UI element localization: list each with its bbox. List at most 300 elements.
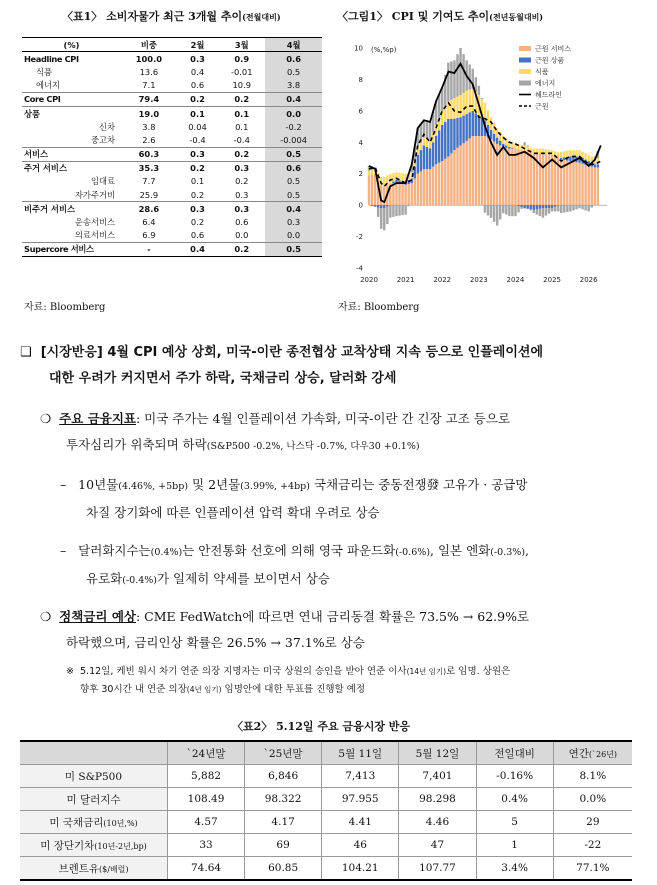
- table1-row-label: 식품: [36, 66, 53, 77]
- x-tick-label: 2021: [396, 276, 415, 284]
- table1-row-label: 자가주거비: [22, 188, 121, 202]
- table1-cell: 0.6: [265, 52, 322, 66]
- table1-row: [22, 188, 322, 202]
- bar-segment-energy: [447, 63, 449, 102]
- table1-header-cell: (%): [22, 38, 121, 52]
- bar-segment-food: [459, 95, 461, 117]
- bar-segment-core-goods: [545, 205, 547, 208]
- bar-segment-energy: [499, 205, 501, 219]
- bar-segment-core-services: [502, 147, 504, 205]
- bar-segment-energy: [526, 145, 528, 146]
- table2-row-unit: ($/배럴): [99, 864, 129, 874]
- table1-row-label: 임대료: [90, 176, 115, 187]
- table2-title: 〈표2〉 5.12일 주요 금융시장 반응: [232, 720, 411, 733]
- table1-row-label: 주거 서비스: [24, 163, 67, 174]
- bar-segment-core-services: [401, 184, 403, 205]
- bar-segment-core-goods: [438, 130, 440, 162]
- bar-segment-energy: [551, 208, 553, 211]
- table1-cell: 0.3: [265, 215, 322, 228]
- table1-cell: 0.2: [218, 242, 265, 256]
- table1-title-text: 〈표1〉 소비자물가 최근 3개월 추이: [62, 10, 243, 23]
- bar-segment-energy: [404, 205, 406, 214]
- table1-cell: 6.9: [121, 229, 177, 243]
- bar-segment-energy: [505, 205, 507, 214]
- bar-segment-core-services: [444, 159, 446, 205]
- bar-segment-food: [575, 150, 577, 156]
- table1-cell: 0.4: [265, 202, 322, 216]
- x-tick-label: 2026: [579, 276, 598, 284]
- table1-row: [22, 215, 322, 228]
- table2-header-cell: [553, 741, 632, 765]
- point2-label: 정책금리 예상: [59, 609, 136, 624]
- bar-segment-core-services: [395, 183, 397, 205]
- bar-segment-core-goods: [441, 125, 443, 161]
- bar-segment-food: [569, 150, 571, 156]
- bar-segment-core-services: [575, 162, 577, 205]
- bar-segment-energy: [572, 205, 574, 210]
- bar-segment-food: [462, 93, 464, 116]
- bar-segment-core-services: [438, 163, 440, 205]
- table1-row: [22, 161, 322, 175]
- table1-cell: 0.3: [190, 203, 205, 214]
- table1-cell: 0.1: [235, 121, 249, 132]
- table1-cell: -0.4: [218, 133, 265, 147]
- bar-segment-energy: [587, 205, 589, 211]
- bar-segment-food: [371, 170, 373, 175]
- y-tick-label: 0: [358, 201, 363, 210]
- table2-row-label: [20, 834, 168, 857]
- table1-cell: 19.0: [138, 108, 160, 119]
- section-heading: [20, 340, 640, 392]
- table2-header-text: 연간: [568, 747, 589, 760]
- bar-segment-energy: [523, 142, 525, 145]
- legend-label: 식품: [535, 68, 549, 76]
- bar-segment-core-services: [594, 167, 596, 205]
- sub1-10y: (4.46%, +5bp): [118, 481, 189, 492]
- bar-segment-core-goods: [493, 134, 495, 142]
- table2-header-text: `24년말: [186, 747, 226, 760]
- sub2-text-l2a: 유로화: [86, 571, 123, 586]
- bar-segment-core-goods: [462, 116, 464, 144]
- table1-cell: 0.5: [265, 65, 322, 78]
- bar-segment-energy: [548, 208, 550, 213]
- table2-cell: 74.64: [168, 857, 245, 881]
- table2-cell: 1: [476, 834, 553, 857]
- legend-swatch: [519, 69, 531, 74]
- chart-title: [337, 8, 543, 24]
- table1-header-cell: 4월: [265, 38, 322, 52]
- sub2-eur: (-0.4%): [122, 575, 157, 586]
- legend-swatch: [519, 81, 531, 86]
- bar-segment-core-goods: [468, 112, 470, 138]
- bar-segment-core-goods: [551, 205, 553, 208]
- bar-segment-energy: [578, 205, 580, 208]
- table2-cell: 5: [476, 811, 553, 834]
- bar-segment-energy: [484, 205, 486, 213]
- bar-segment-core-services: [468, 138, 470, 205]
- table1-cell: 13.6: [139, 66, 159, 77]
- point1-index-changes: (S&P500 -0.2%, 나스닥 -0.7%, 다우30 +0.1%): [206, 441, 420, 452]
- bar-segment-energy: [539, 209, 541, 216]
- bar-segment-energy: [584, 205, 586, 210]
- subpoint-dollar-index: [60, 538, 640, 594]
- bar-segment-core-services: [420, 171, 422, 205]
- table2-row-label: [20, 765, 168, 788]
- table2-cell: 3.4%: [476, 857, 553, 881]
- bar-segment-energy: [481, 98, 483, 99]
- bar-segment-core-goods: [429, 149, 431, 169]
- note-mark: ※: [66, 666, 74, 677]
- bar-segment-energy: [520, 207, 522, 209]
- table1-cell: 0.0: [265, 106, 322, 120]
- table1-row-label: 상품: [24, 108, 41, 119]
- table1-cell: 0.1: [190, 176, 205, 187]
- table2-cell: 0.4%: [476, 788, 553, 811]
- table1-row: [22, 133, 322, 147]
- sub2-text-l2c: 가 일제히 약세를 보이면서 상승: [157, 571, 330, 586]
- table1-source: 자료: Bloomberg: [24, 302, 106, 313]
- table2-cell: -22: [553, 834, 632, 857]
- table2-row-label-text: 미 장단기차: [40, 839, 95, 852]
- bar-segment-energy: [569, 205, 571, 211]
- sub2-dxy: (0.4%): [150, 547, 183, 558]
- table1-cell: 7.7: [142, 176, 156, 187]
- bar-segment-core-services: [508, 149, 510, 206]
- table2-header-text: `25년말: [263, 747, 303, 760]
- legend-swatch: [519, 58, 531, 63]
- bar-segment-energy: [511, 205, 513, 216]
- bar-segment-core-services: [539, 153, 541, 205]
- bar-segment-core-goods: [539, 205, 541, 209]
- bar-segment-core-services: [429, 169, 431, 205]
- table2-row-label: [20, 788, 168, 811]
- bar-segment-core-services: [404, 185, 406, 205]
- bar-segment-core-services: [435, 164, 437, 205]
- bar-segment-food: [578, 150, 580, 156]
- bar-segment-core-services: [453, 150, 455, 205]
- x-tick-label: 2020: [360, 276, 378, 284]
- section-heading-line1: [시장반응] 4월 CPI 예상 상회, 미국-이란 종전협상 교착상태 지속 등으로 인플레이션에: [40, 345, 544, 360]
- table2-header-cell: [476, 741, 553, 765]
- bar-segment-core-services: [569, 161, 571, 205]
- bar-segment-core-services: [447, 157, 449, 206]
- legend-label: 에너지: [535, 79, 556, 88]
- market-reaction-table: [20, 740, 632, 881]
- table2-cell: 0.0%: [553, 788, 632, 811]
- bar-segment-energy: [426, 121, 428, 138]
- bar-segment-food: [572, 150, 574, 156]
- table1-cell: 0.4: [177, 242, 218, 256]
- bar-segment-core-goods: [505, 145, 507, 147]
- bar-segment-core-services: [499, 145, 501, 205]
- dash-icon: –: [60, 543, 67, 558]
- table1-header-cell: 2월: [177, 38, 218, 52]
- table2-header-year: (`26년): [588, 749, 618, 759]
- legend-label: 헤드라인: [535, 91, 563, 99]
- cpi-monthly-table: [22, 37, 322, 257]
- sub2-text-a: 달러화지수는: [78, 543, 151, 558]
- bar-segment-energy: [502, 205, 504, 213]
- table1-cell: -0.01: [231, 66, 253, 77]
- table2-row-label-text: 미 달러지수: [66, 793, 121, 806]
- table2-row: [20, 834, 632, 857]
- table1-row: [22, 147, 322, 161]
- table1-row: [22, 120, 322, 133]
- bar-segment-core-services: [392, 183, 394, 205]
- bar-segment-energy: [456, 54, 458, 97]
- table1-header-row: [22, 38, 322, 52]
- table2-row: [20, 788, 632, 811]
- table1-row-label: Core CPI: [22, 92, 121, 106]
- bar-segment-energy: [487, 205, 489, 215]
- bar-segment-core-services: [432, 167, 434, 206]
- table2-row-label-text: 브렌트유: [58, 862, 100, 875]
- bar-segment-core-services: [398, 184, 400, 205]
- table1-cell: 0.2: [235, 176, 249, 187]
- point2-line2: 하락했으며, 금리인상 확률은 26.5% → 37.1%로 상승: [66, 635, 365, 650]
- bar-segment-core-services: [465, 141, 467, 205]
- bar-segment-energy: [468, 65, 470, 90]
- bar-segment-core-services: [450, 153, 452, 205]
- table2-cell: 69: [245, 834, 322, 857]
- bar-segment-core-goods: [548, 205, 550, 208]
- bar-segment-energy: [429, 122, 431, 139]
- sub1-2y: (3.99%, +4bp): [240, 481, 310, 492]
- y-tick-label: 8: [358, 75, 363, 84]
- bar-segment-core-goods: [520, 205, 522, 207]
- table2-row: [20, 811, 632, 834]
- bar-segment-core-services: [551, 155, 553, 205]
- table1-cell: 25.9: [121, 188, 177, 202]
- table2-header-text: 전일대비: [494, 747, 535, 760]
- point1-label: 주요 금융지표: [59, 411, 136, 426]
- sub1-text-c: 및 2년물: [188, 477, 241, 492]
- table1-row: [22, 242, 322, 256]
- bar-segment-energy: [563, 205, 565, 212]
- bar-segment-core-services: [441, 161, 443, 205]
- table2-header-cell: [399, 741, 476, 765]
- bar-segment-energy: [395, 205, 397, 216]
- bar-segment-core-services: [410, 183, 412, 205]
- bar-segment-food: [502, 136, 504, 144]
- table2-row-unit: (10년-2년,bp): [94, 841, 147, 851]
- table1-cell: 3.8: [265, 79, 322, 93]
- x-tick-label: 2025: [543, 276, 561, 284]
- table1-header-cell: 3월: [218, 38, 265, 52]
- table1-cell: 0.2: [218, 147, 265, 161]
- bar-segment-core-goods: [508, 147, 510, 149]
- table2-cell: 4.17: [245, 811, 322, 834]
- bar-segment-energy: [478, 86, 480, 95]
- table1-cell: 0.04: [188, 121, 207, 132]
- table1-cell: 0.5: [265, 188, 322, 202]
- bar-segment-core-goods: [444, 122, 446, 159]
- sub1-text-a: 10년물: [78, 477, 119, 492]
- table1-cell: 0.6: [177, 79, 218, 93]
- table1-cell: 0.0: [218, 229, 265, 243]
- y-tick-label: 6: [358, 107, 363, 116]
- x-tick-label: 2023: [469, 276, 488, 284]
- bar-segment-energy: [508, 205, 510, 216]
- table2-cell: 33: [168, 834, 245, 857]
- table1-cell: 10.9: [218, 79, 265, 93]
- y-tick-label: 10: [354, 44, 363, 53]
- bar-segment-energy: [398, 205, 400, 215]
- table1-cell: 0.3: [234, 163, 250, 174]
- bar-segment-core-services: [587, 166, 589, 205]
- table1-cell: 0.2: [218, 92, 265, 106]
- bar-segment-core-goods: [554, 205, 556, 207]
- bar-segment-energy: [459, 48, 461, 95]
- bar-segment-food: [563, 151, 565, 157]
- y-tick-label: 4: [358, 138, 363, 147]
- table2-header-cell: [245, 741, 322, 765]
- table2-cell: 46: [322, 834, 399, 857]
- bar-segment-core-goods: [465, 114, 467, 141]
- bar-segment-core-goods: [517, 205, 519, 206]
- table1-cell: 0.5: [265, 175, 322, 188]
- point1-line1: : 미국 주가는 4월 인플레이션 가속화, 미국-이란 간 긴장 고조 등으로: [135, 411, 511, 426]
- table1-cell: 0.6: [265, 161, 322, 175]
- bar-segment-core-services: [517, 149, 519, 205]
- bar-segment-core-services: [472, 136, 474, 205]
- bar-segment-core-goods: [450, 119, 452, 154]
- table2-header-cell: [322, 741, 399, 765]
- bar-segment-food: [465, 91, 467, 115]
- bar-segment-food: [581, 152, 583, 158]
- bar-segment-core-services: [505, 148, 507, 205]
- table2-cell: 104.21: [322, 857, 399, 881]
- table1-row: [22, 202, 322, 216]
- bar-segment-food: [468, 90, 470, 113]
- bar-segment-energy: [560, 205, 562, 213]
- bar-segment-food: [539, 149, 541, 154]
- bar-segment-core-goods: [423, 145, 425, 169]
- point-policy-rate-expectation: [40, 604, 640, 656]
- bar-segment-energy: [386, 207, 388, 224]
- table2-row-label: [20, 857, 168, 881]
- bar-segment-core-services: [459, 145, 461, 205]
- bar-segment-core-services: [417, 174, 419, 206]
- table1-cell: 0.2: [190, 217, 205, 228]
- y-tick-label: -4: [356, 264, 363, 273]
- bar-segment-core-services: [581, 164, 583, 205]
- table2-header-text: 5월 12일: [415, 747, 460, 760]
- bar-segment-core-services: [484, 136, 486, 205]
- table1-cell: 7.1: [121, 79, 177, 93]
- bar-segment-energy: [557, 205, 559, 211]
- bar-segment-food: [368, 171, 370, 176]
- table1-cell: 35.3: [138, 163, 160, 174]
- table2-cell: 77.1%: [553, 857, 632, 881]
- legend-label: 근원: [535, 102, 549, 111]
- bar-segment-food: [566, 151, 568, 157]
- note-l1c: 로 임명. 상원은: [446, 666, 511, 677]
- bar-segment-core-services: [407, 184, 409, 205]
- table1-row: [22, 52, 322, 66]
- bar-segment-core-goods: [380, 205, 382, 208]
- table1-row-label: 의료서비스: [22, 229, 121, 243]
- bar-segment-core-goods: [392, 182, 394, 184]
- table1-cell: 0.9: [234, 53, 250, 64]
- bar-segment-energy: [490, 205, 492, 218]
- y-tick-label: 2: [358, 170, 363, 179]
- bar-segment-energy: [566, 205, 568, 212]
- bar-segment-core-goods: [377, 205, 379, 207]
- bar-segment-core-services: [545, 154, 547, 205]
- table2-cell: 4.57: [168, 811, 245, 834]
- bar-segment-core-goods: [560, 158, 562, 160]
- table1-row-label: Headline CPI: [24, 53, 79, 64]
- bar-segment-core-goods: [511, 148, 513, 149]
- bar-segment-food: [392, 173, 394, 182]
- bar-segment-core-goods: [472, 111, 474, 136]
- bar-segment-core-goods: [459, 117, 461, 145]
- bar-segment-core-goods: [435, 136, 437, 164]
- bar-segment-core-services: [597, 167, 599, 205]
- table1-subtitle: (전월대비): [242, 12, 281, 22]
- table1-row-label: Supercore 서비스: [22, 242, 121, 256]
- table2-header-row: [20, 741, 632, 765]
- table1-row-label: 중고차: [22, 133, 121, 147]
- bar-segment-energy: [392, 205, 394, 217]
- note-l2a: 향후 30시간 내 연준 의장: [80, 684, 187, 695]
- bar-segment-core-goods: [542, 205, 544, 208]
- table2-cell: 7,401: [399, 765, 476, 788]
- bar-segment-core-goods: [453, 119, 455, 150]
- bar-segment-food: [584, 153, 586, 159]
- table2-cell: 5,882: [168, 765, 245, 788]
- bar-segment-food: [453, 98, 455, 118]
- y-tick-label: -2: [356, 233, 363, 242]
- table2-cell: 4.46: [399, 811, 476, 834]
- bar-segment-core-goods: [374, 205, 376, 207]
- table2-cell: 108.49: [168, 788, 245, 811]
- bar-segment-core-goods: [420, 150, 422, 171]
- bar-segment-core-services: [514, 149, 516, 206]
- table1-row-label: 비주거 서비스: [24, 203, 75, 214]
- table1-cell: 0.3: [190, 53, 205, 64]
- bar-segment-core-services: [490, 139, 492, 205]
- bar-segment-core-services: [475, 136, 477, 205]
- bar-segment-food: [420, 143, 422, 150]
- table2-cell: 29: [553, 811, 632, 834]
- bar-segment-core-services: [511, 149, 513, 206]
- sub1-text-e: 국채금리는 중동전쟁發 고유가 · 공급망: [309, 477, 528, 492]
- bar-segment-core-services: [481, 136, 483, 205]
- bar-segment-core-goods: [499, 141, 501, 146]
- table1-row: [22, 65, 322, 78]
- table2-cell: 107.77: [399, 857, 476, 881]
- bar-segment-energy: [389, 205, 391, 218]
- legend-swatch: [519, 46, 531, 51]
- bar-segment-core-services: [584, 165, 586, 205]
- chart-subtitle: (전년동월대비): [489, 12, 544, 22]
- table1-row: [22, 92, 322, 106]
- circle-bullet-icon: ❍: [40, 411, 52, 426]
- sub2-jpy: (-0.3%): [490, 547, 526, 558]
- table1-cell: 60.3: [121, 147, 177, 161]
- table2-cell: 8.1%: [553, 765, 632, 788]
- dash-icon: –: [60, 477, 67, 492]
- bar-segment-energy: [536, 209, 538, 214]
- cpi-contribution-chart: [337, 36, 637, 294]
- table1-cell: 0.3: [218, 188, 265, 202]
- bar-segment-energy: [517, 206, 519, 212]
- table1-cell: 6.4: [142, 217, 156, 228]
- point-financial-indicators: [40, 406, 640, 460]
- bar-segment-core-goods: [496, 138, 498, 144]
